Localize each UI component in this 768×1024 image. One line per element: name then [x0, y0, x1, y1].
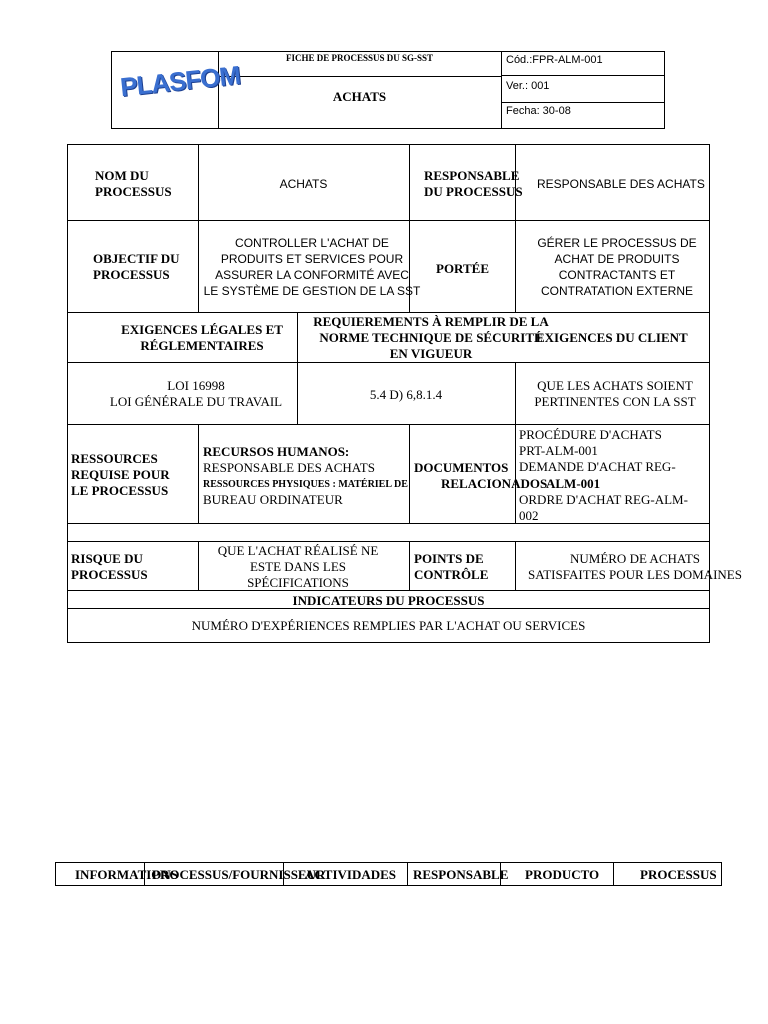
column-header: RESPONSABLE [413, 867, 509, 882]
row-divider [67, 220, 710, 221]
scope-label: PORTÉE [436, 261, 489, 276]
related-label: RELACIONADOS [441, 476, 548, 491]
form-title: FICHE DE PROCESSUS DU SG-SST [285, 53, 434, 63]
legal-requirements-value: LOI 16998 LOI GÉNÉRALE DU TRAVAIL [109, 378, 283, 409]
document-version: Ver.: 001 [506, 80, 550, 92]
column-header: PROCESSUS/FOURNISSEUR [152, 867, 326, 882]
document-date: Fecha: 30-08 [506, 105, 571, 117]
client-requirements-label: EXIGENCES DU CLIENT [536, 330, 688, 345]
physical-resources-value: BUREAU ORDINATEUR [203, 492, 343, 507]
documents-list-order: ORDRE D'ACHAT REG-ALM- 002 [519, 492, 688, 523]
indicators-value: NUMÉRO D'EXPÉRIENCES REMPLIES PAR L'ACHAT OU SERVICES [191, 618, 586, 633]
header-process-name: ACHATS [332, 89, 387, 104]
row-divider [67, 362, 710, 363]
objective-value: CONTROLLER L'ACHAT DE PRODUITS ET SERVICES POUR ASSURER LA CONFORMITÉ AVEC LE SYSTÈME DE GESTION DE LA SST [203, 236, 421, 298]
row-divider [67, 541, 710, 542]
legal-requirements-label: EXIGENCES LÉGALES ET RÉGLEMENTAIRES [121, 322, 283, 353]
human-resources-value: RESPONSABLE DES ACHATS [203, 460, 375, 475]
risk-value: QUE L'ACHAT RÉALISÉ NE ESTE DANS LES SPÉCIFICATIONS [217, 543, 379, 590]
process-name-value: ACHATS [279, 177, 328, 191]
header-divider [501, 75, 665, 76]
objective-label: OBJECTIF DU PROCESSUS [93, 251, 180, 282]
documents-list-code: ALM-001 [546, 476, 601, 491]
standard-clauses-value: 5.4 D) 6,8.1.4 [369, 387, 443, 402]
human-resources-heading: RECURSOS HUMANOS: [203, 444, 350, 459]
indicators-label: INDICATEURS DU PROCESSUS [292, 593, 485, 608]
column-divider [409, 424, 410, 523]
column-header: INFORMATIONS [75, 867, 179, 882]
client-requirements-value: QUE LES ACHATS SOIENT PERTINENTES CON LA SST [534, 378, 696, 409]
column-header: PROCESSUS [640, 867, 717, 882]
process-owner-value: RESPONSABLE DES ACHATS [537, 177, 705, 191]
header-divider [501, 51, 502, 129]
process-owner-label: RESPONSABLE DU PROCESSUS [424, 168, 523, 199]
company-logo: PLASFOM [118, 59, 242, 103]
process-name-label: NOM DU PROCESSUS [95, 168, 172, 199]
risk-label: RISQUE DU PROCESSUS [71, 551, 148, 582]
standard-requirements-label: REQUIEREMENTS À REMPLIR DE LA NORME TECHNIQUE DE SÉCURITÉ EN VIGUEUR [313, 314, 549, 361]
column-divider [515, 362, 516, 424]
document-code: Cód.:FPR-ALM-001 [506, 54, 603, 66]
column-header: PRODUCTO [525, 867, 600, 882]
physical-resources-heading: RESSOURCES PHYSIQUES : MATÉRIEL DE [203, 479, 408, 490]
documents-label: DOCUMENTOS [414, 460, 509, 475]
column-divider [613, 862, 614, 886]
row-divider [67, 312, 710, 313]
column-divider [409, 541, 410, 590]
column-divider [515, 424, 516, 523]
column-divider [198, 424, 199, 523]
control-points-value: NUMÉRO DE ACHATS SATISFAITES POUR LES DOMAINES [528, 551, 742, 582]
row-divider [67, 424, 710, 425]
header-divider [218, 76, 501, 77]
column-divider [407, 862, 408, 886]
resources-label: RESSOURCES REQUISE POUR LE PROCESSUS [71, 451, 170, 498]
control-points-label: POINTS DE CONTRÔLE [414, 551, 489, 582]
documents-list: PROCÉDURE D'ACHATS PRT-ALM-001 DEMANDE D'ACHAT REG- [519, 427, 676, 474]
scope-value: GÉRER LE PROCESSUS DE ACHAT DE PRODUITS CONTRACTANTS ET CONTRATATION EXTERNE [537, 236, 697, 298]
column-header: ACTIVIDADES [305, 867, 397, 882]
